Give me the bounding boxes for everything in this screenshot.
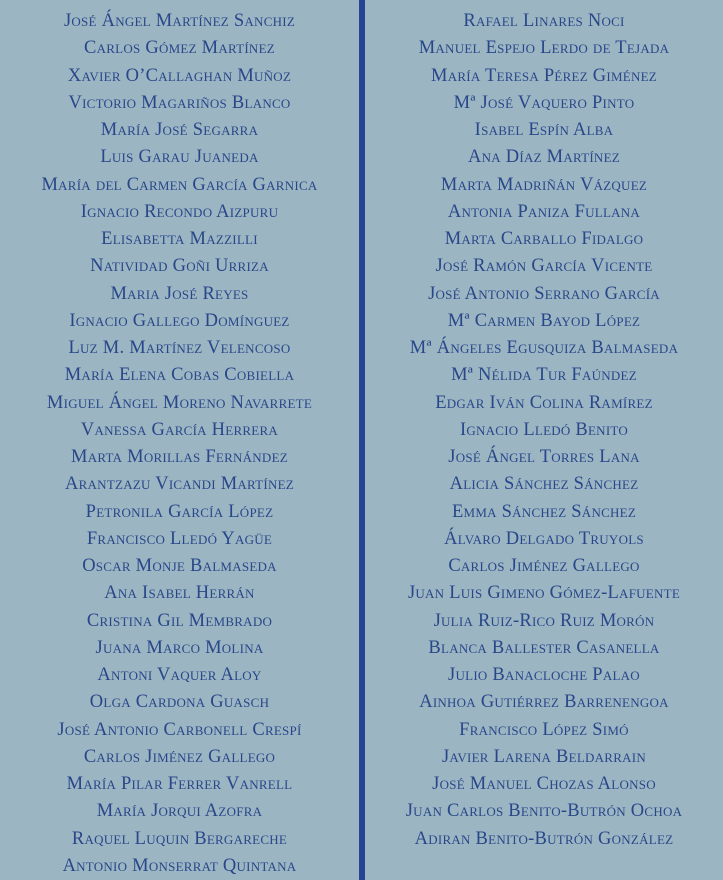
name-item: Marta Madriñán Vázquez: [440, 174, 648, 195]
name-item: Antonio Monserrat Quintana: [62, 855, 297, 876]
name-item: Álvaro Delgado Truyols: [444, 528, 644, 549]
name-item: Edgar Iván Colina Ramírez: [435, 392, 653, 413]
name-item: Antonia Paniza Fullana: [447, 201, 641, 222]
name-item: Petronila García López: [85, 501, 274, 522]
name-item: María Teresa Pérez Giménez: [431, 65, 657, 86]
name-item: Oscar Monje Balmaseda: [82, 556, 277, 576]
name-item: Julia Ruiz-Rico Ruiz Morón: [433, 610, 655, 631]
name-item: Rafael Linares Noci: [463, 11, 625, 31]
name-item: Emma Sánchez Sánchez: [451, 501, 637, 522]
right-name-column: [365, 0, 723, 880]
name-item: Mª Ángeles Egusquiza Balmaseda: [409, 338, 679, 358]
name-item: Juan Carlos Benito-Butrón Ochoa: [405, 801, 683, 822]
name-item: Mª Nélida Tur Faúndez: [451, 365, 637, 386]
name-item: José Antonio Serrano García: [428, 283, 660, 304]
name-item: Blanca Ballester Casanella: [428, 637, 660, 658]
name-item: Ignacio Recondo Aizpuru: [80, 201, 279, 222]
name-item: Javier Larena Beldarrain: [441, 746, 646, 767]
name-item: Luz M. Martínez Velencoso: [68, 338, 291, 358]
name-item: José Ángel Torres Lana: [448, 447, 640, 467]
name-item: Ana Isabel Herrán: [104, 583, 255, 604]
name-item: María del Carmen García Garnica: [41, 174, 318, 195]
name-item: María José Segarra: [100, 120, 259, 140]
name-item: Antoni Vaquer Aloy: [97, 665, 262, 685]
name-item: Ignacio Gallego Domínguez: [69, 310, 290, 331]
name-item: José Manuel Chozas Alonso: [432, 774, 656, 794]
name-item: Xavier O’Callaghan Muñoz: [67, 65, 292, 86]
name-item: Raquel Luquin Bergareche: [71, 828, 288, 849]
name-item: Alicia Sánchez Sánchez: [449, 474, 639, 495]
name-item: Carlos Gómez Martínez: [84, 38, 275, 59]
name-item: Maria José Reyes: [110, 283, 249, 304]
name-item: Luis Garau Juaneda: [100, 147, 259, 168]
name-item: Francisco López Simó: [459, 719, 629, 740]
name-item: Ainhoa Gutiérrez Barrenengoa: [419, 692, 669, 713]
left-name-column: [0, 0, 359, 880]
name-item: Manuel Espejo Lerdo de Tejada: [418, 38, 670, 59]
name-item: Miguel Ángel Moreno Navarrete: [46, 392, 313, 413]
name-item: Marta Carballo Fidalgo: [444, 229, 644, 249]
name-item: José Antonio Carbonell Crespí: [57, 719, 302, 740]
name-item: Ignacio Lledó Benito: [459, 419, 628, 440]
name-item: Carlos Jiménez Gallego: [83, 746, 276, 767]
name-item: Isabel Espín Alba: [474, 120, 614, 140]
name-item: Mª José Vaquero Pinto: [453, 92, 635, 113]
name-item: María Elena Cobas Cobiella: [64, 365, 295, 386]
name-item: Elisabetta Mazzilli: [101, 229, 258, 249]
name-item: Juan Luis Gimeno Gómez-Lafuente: [407, 583, 681, 604]
name-item: Natividad Goñi Urriza: [90, 256, 269, 277]
name-item: Mª Carmen Bayod López: [447, 310, 641, 331]
name-item: Carlos Jiménez Gallego: [448, 556, 640, 576]
name-item: Marta Morillas Fernández: [71, 447, 288, 467]
name-item: María Jorqui Azofra: [96, 801, 263, 822]
name-item: Francisco Lledó Yagüe: [86, 528, 273, 549]
name-item: José Ramón García Vicente: [435, 256, 653, 277]
name-item: Adiran Benito-Butrón González: [414, 828, 674, 849]
name-item: Vanessa García Herrera: [80, 419, 279, 440]
name-item: Juana Marco Molina: [95, 637, 264, 658]
name-item: María Pilar Ferrer Vanrell: [66, 774, 293, 794]
name-item: Cristina Gil Membrado: [86, 610, 273, 631]
name-item: José Ángel Martínez Sanchiz: [63, 11, 296, 31]
name-item: Ana Díaz Martínez: [468, 147, 620, 168]
name-item: Julio Banacloche Palao: [448, 665, 640, 685]
name-item: Arantzazu Vicandi Martínez: [65, 474, 294, 495]
name-item: Victorio Magariños Blanco: [68, 92, 291, 113]
name-item: Olga Cardona Guasch: [89, 692, 270, 713]
